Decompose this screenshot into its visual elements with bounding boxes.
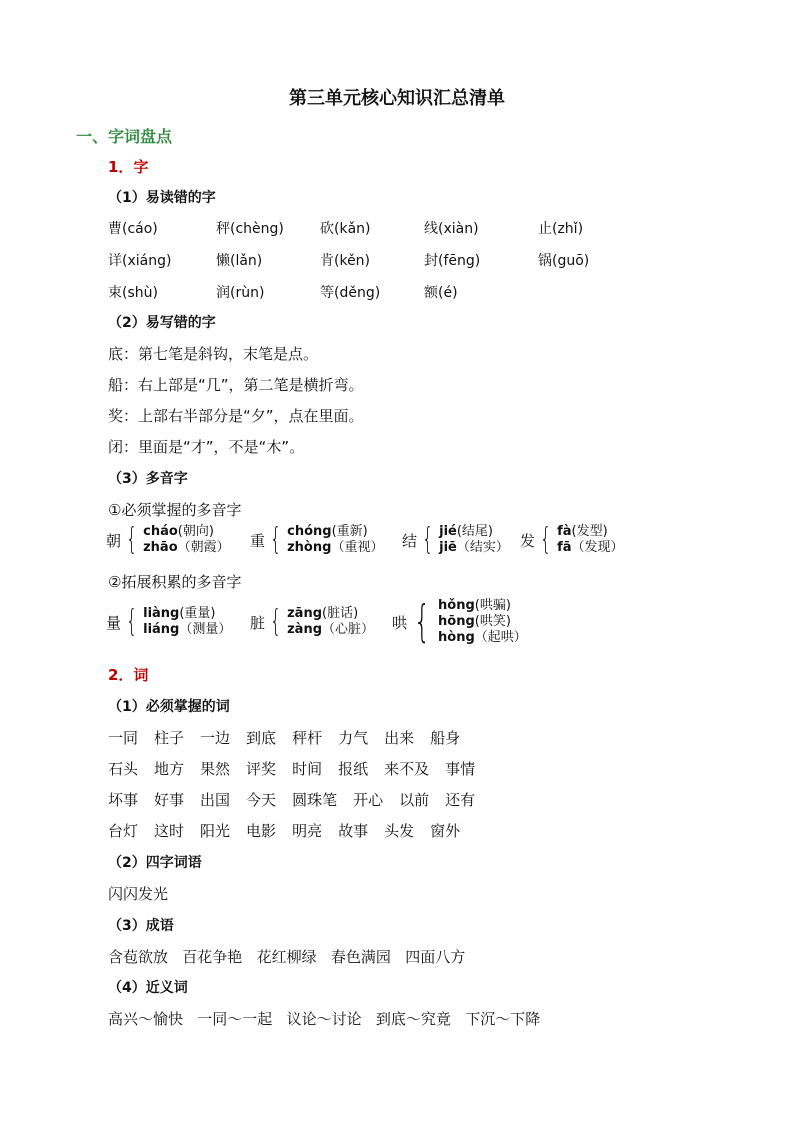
word: 报纸 (338, 760, 369, 778)
word: 到底 (246, 729, 277, 747)
pinyin: zāng (287, 606, 323, 621)
hard-read-item: 止(zhǐ) (538, 221, 584, 237)
word: 一同 (108, 729, 139, 747)
pinyin: zàng (287, 622, 323, 637)
pinyin: cháo (143, 524, 178, 539)
word: 船身 (430, 729, 461, 747)
heading-idioms: （3）成语 (108, 918, 174, 934)
example-word: （起哄） (474, 630, 527, 645)
pinyin: hǒng (438, 598, 475, 613)
hard-read-item: 曹(cáo) (108, 221, 158, 237)
word: 圆珠笔 (292, 791, 338, 809)
hard-read-item: 等(děng) (320, 285, 381, 301)
polyphone-group (402, 524, 509, 556)
subsection-characters: 1．字 (108, 158, 149, 176)
hard-read-item: 额(é) (424, 285, 458, 301)
polyphone-group (106, 606, 231, 638)
four-char-words: 闪闪发光 (108, 885, 169, 903)
brace-icon: { (269, 522, 282, 557)
polyphone-group (250, 524, 383, 556)
heading-hard-to-write: （2）易写错的字 (108, 315, 216, 331)
word: 以前 (399, 791, 430, 809)
word: 这时 (154, 822, 185, 840)
hard-read-item: 线(xiàn) (424, 221, 479, 237)
hard-read-item: 封(fēng) (424, 253, 481, 269)
example-word: （结实） (456, 540, 509, 555)
polyphones-required-title: ①必须掌握的多音字 (108, 501, 242, 519)
hard-write-item: 闭：里面是“才”，不是“木”。 (108, 438, 305, 456)
word-row (108, 820, 476, 841)
word: 台灯 (108, 822, 139, 840)
word-row (108, 727, 476, 748)
word: 秤杆 (292, 729, 323, 747)
word: 力气 (338, 729, 369, 747)
pinyin: zhāo (143, 540, 178, 555)
word: 明亮 (292, 822, 323, 840)
heading-hard-to-read: （1）易读错的字 (108, 190, 216, 206)
brace-icon: { (125, 522, 138, 557)
word: 窗外 (430, 822, 461, 840)
heading-polyphones: （3）多音字 (108, 471, 188, 487)
polyphone-group (250, 606, 374, 638)
pinyin: jiē (439, 540, 457, 555)
hard-read-item: 详(xiáng) (108, 253, 172, 269)
polyphone-char: 脏 (250, 613, 266, 632)
word: 一边 (200, 729, 231, 747)
polyphone-char: 量 (106, 613, 122, 632)
polyphone-char: 重 (250, 531, 266, 550)
pinyin: fā (557, 540, 572, 555)
page-title: 第三单元核心知识汇总清单 (289, 88, 505, 109)
heading-four-char-words: （2）四字词语 (108, 855, 202, 871)
example-word: (重量) (179, 606, 216, 621)
hard-read-item: 肯(kěn) (320, 253, 371, 269)
word: 石头 (108, 760, 139, 778)
polyphone-char: 发 (520, 531, 536, 550)
word: 坏事 (108, 791, 139, 809)
word: 今天 (246, 791, 277, 809)
word: 果然 (200, 760, 231, 778)
word: 开心 (353, 791, 384, 809)
polyphone-group (520, 524, 624, 556)
example-word: （朝霞） (177, 540, 230, 555)
polyphone-char: 哄 (392, 613, 408, 632)
brace-icon: { (413, 596, 431, 647)
hard-read-item: 锅(guō) (538, 253, 590, 269)
brace-icon: { (125, 604, 138, 639)
pinyin: hōng (438, 614, 475, 629)
polyphone-char: 朝 (106, 531, 122, 550)
example-word: (重新) (331, 524, 368, 539)
word: 出来 (384, 729, 415, 747)
section-heading-word-review: 一、字词盘点 (76, 127, 173, 146)
example-word: （心脏） (322, 622, 375, 637)
hard-write-item: 奖：上部右半部分是“夕”，点在里面。 (108, 407, 364, 425)
polyphones-extended-title: ②拓展积累的多音字 (108, 573, 242, 591)
idioms-list: 含苞欲放 百花争艳 花红柳绿 春色满园 四面八方 (108, 948, 466, 966)
example-word: (哄笑) (474, 614, 511, 629)
example-word: (脏话) (322, 606, 359, 621)
hard-read-item: 懒(lǎn) (216, 253, 263, 269)
pinyin: zhòng (287, 540, 332, 555)
pinyin: fà (557, 524, 572, 539)
word: 时间 (292, 760, 323, 778)
brace-icon: { (269, 604, 282, 639)
word-row (108, 758, 491, 779)
polyphone-group (106, 524, 230, 556)
word: 电影 (246, 822, 277, 840)
word: 还有 (445, 791, 476, 809)
word: 柱子 (154, 729, 185, 747)
word-row (108, 789, 491, 810)
hard-read-item: 润(rùn) (216, 285, 265, 301)
pinyin: liáng (143, 622, 180, 637)
brace-icon: { (539, 522, 552, 557)
hard-write-item: 船：右上部是“几”，第二笔是横折弯。 (108, 376, 364, 394)
pinyin: hòng (438, 630, 475, 645)
heading-must-words: （1）必须掌握的词 (108, 699, 230, 715)
pinyin: jié (439, 524, 457, 539)
word: 好事 (154, 791, 185, 809)
heading-synonyms: （4）近义词 (108, 980, 188, 996)
word: 评奖 (246, 760, 277, 778)
polyphone-char: 结 (402, 531, 418, 550)
word: 头发 (384, 822, 415, 840)
word: 出国 (200, 791, 231, 809)
word: 故事 (338, 822, 369, 840)
word: 阳光 (200, 822, 231, 840)
synonyms-list: 高兴～愉快 一同～一起 议论～讨论 到底～究竟 下沉～下降 (108, 1010, 541, 1028)
pinyin: liàng (143, 606, 180, 621)
example-word: （测量） (179, 622, 232, 637)
polyphone-group (392, 598, 527, 646)
example-word: (结尾) (456, 524, 493, 539)
pinyin: chóng (287, 524, 332, 539)
example-word: (哄骗) (474, 598, 511, 613)
example-word: (朝向) (177, 524, 214, 539)
subsection-words: 2．词 (108, 666, 149, 684)
word: 来不及 (384, 760, 430, 778)
example-word: （发现） (571, 540, 624, 555)
brace-icon: { (421, 522, 434, 557)
hard-write-item: 底：第七笔是斜钩，末笔是点。 (108, 345, 319, 363)
example-word: (发型) (571, 524, 608, 539)
hard-read-item: 砍(kǎn) (320, 221, 371, 237)
hard-read-item: 束(shù) (108, 285, 158, 301)
hard-read-item: 秤(chèng) (216, 221, 284, 237)
word: 地方 (154, 760, 185, 778)
word: 事情 (445, 760, 476, 778)
example-word: （重视） (331, 540, 384, 555)
